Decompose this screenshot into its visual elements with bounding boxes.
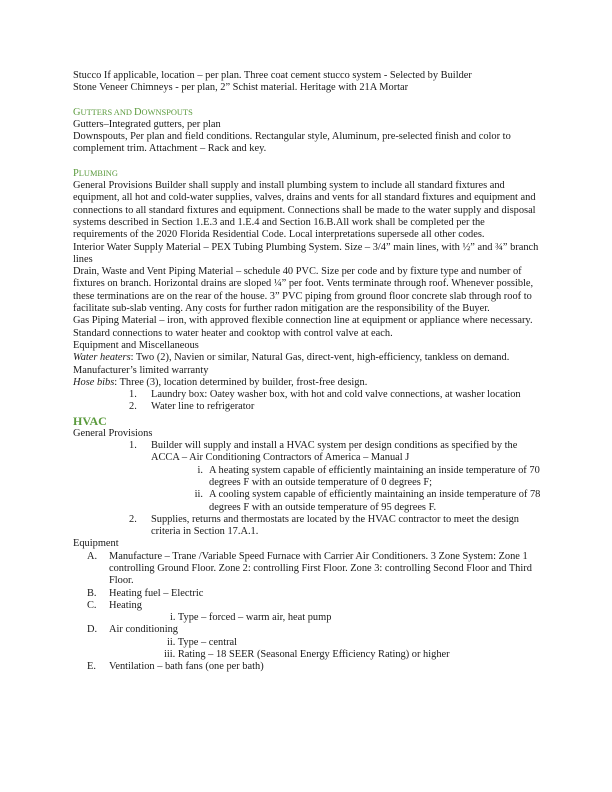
ac-type-line: ii. Type – central <box>167 636 238 648</box>
hose-bibs-label: Hose bibs <box>73 376 115 388</box>
interior-water-paragraph: Interior Water Supply Material – PEX Tubing Plumbing System. Size – 3/4” main lines, with ½” and ¾” branch lines <box>73 241 539 265</box>
list-item: i. A heating system capable of efficiently maintaining an inside temperature of 70 degrees F with an outside temperature of 0 degrees F; <box>197 464 540 488</box>
list-item: E. Ventilation – bath fans (one per bath) <box>87 661 264 673</box>
list-item: A. Manufacture – Trane /Variable Speed Furnace with Carrier Air Conditioners. 3 Zone System: Zone 1 controlling Ground Floor. Zone 2: controlling First Floor. Zone 3: controlling Second Floor and Third Floor. <box>87 550 532 587</box>
hvac-general-provisions: General Provisions <box>73 427 153 439</box>
list-item: ii. A cooling system capable of efficiently maintaining an inside temperature of 78 degrees F with an outside temperature of 95 degrees F. <box>194 489 541 513</box>
stone-veneer-line: Stone Veneer Chimneys - per plan, 2” Schist material. Heritage with 21A Mortar <box>73 82 409 94</box>
downspouts-paragraph: Downspouts, Per plan and field conditions. Rectangular style, Aluminum, pre-selected finish and color to complement trim. Attachment – Rack and key. <box>73 131 511 155</box>
spacer <box>73 156 541 168</box>
ac-rating-line: iii. Rating – 18 SEER (Seasonal Energy Efficiency Rating) or higher <box>164 649 450 661</box>
heating-type-line: i. Type – forced – warm air, heat pump <box>170 612 332 624</box>
list-item: C. Heating <box>87 599 142 611</box>
water-heaters-label: Water heaters <box>73 352 131 364</box>
water-heaters-line <box>73 352 541 377</box>
list-item: 1. Laundry box: Oatey washer box, with hot and cold valve connections, at washer location <box>129 389 521 401</box>
hvac-heading: HVAC <box>73 413 107 428</box>
list-item: B. Heating fuel – Electric <box>87 587 204 599</box>
document-page <box>73 70 541 674</box>
drain-waste-paragraph: Drain, Waste and Vent Piping Material – schedule 40 PVC. Size per code and by fixture type and number of fixtures on branch. Horizontal drains are sloped ¼” per foot. Vents terminate through roof. Whenever possible, these terminations are on the rear of the house. 3” PVC piping from ground floor concrete slab through roof to facilitate sub-slab venting. Any costs for further radon mitigation are the responsibility of the Buyer. <box>73 266 534 315</box>
hvac-equipment-label: Equipment <box>73 538 119 550</box>
hose-bibs-text: : Three (3), location determined by builder, frost-free design. <box>114 376 368 388</box>
spacer <box>73 95 541 107</box>
gutters-line: Gutters–Integrated gutters, per plan <box>73 118 221 130</box>
list-item: 2. Water line to refrigerator <box>129 401 255 413</box>
stucco-line: Stucco If applicable, location – per plan. Three coat cement stucco system - Selected by Builder <box>73 70 472 81</box>
gutters-heading: GUTTERS AND DOWNSPOUTS <box>73 106 193 118</box>
water-heaters-text: : Two (2), Navien or similar, Natural Gas, direct-vent, high-efficiency, tankless on demand. Manufacturer’s limited warranty <box>73 352 510 376</box>
plumbing-heading: PLUMBING <box>73 167 118 179</box>
list-item: D. Air conditioning <box>87 624 178 636</box>
equipment-misc-line: Equipment and Miscellaneous <box>73 339 199 351</box>
list-item: 2. Supplies, returns and thermostats are located by the HVAC contractor to meet the design criteria in Section 17.A.1. <box>129 513 520 538</box>
gas-piping-paragraph: Gas Piping Material – iron, with approved flexible connection line at equipment or appliance where necessary. Standard connections to water heater and cooktop with control valve at each. <box>73 315 533 339</box>
hose-bibs-line <box>73 377 541 389</box>
list-item: 1. Builder will supply and install a HVAC system per design conditions as specified by the ACCA – Air Conditioning Contractors of America – Manual J <box>129 440 518 464</box>
plumbing-general-paragraph: General Provisions Builder shall supply and install plumbing system to include all standard fixtures and equipment, all hot and cold-water supplies, valves, drains and vents for all standard fixtures and equipment and connections to all standard fixtures and equipment. Connections shall be made to the water supply and disposal systems described in Section 1.E.3 and 1.E.4 and Section 16.B.All work shall be completed per the requirements of the 2020 Florida Residential Code. Local interpretations supersede all other codes. <box>73 180 536 241</box>
